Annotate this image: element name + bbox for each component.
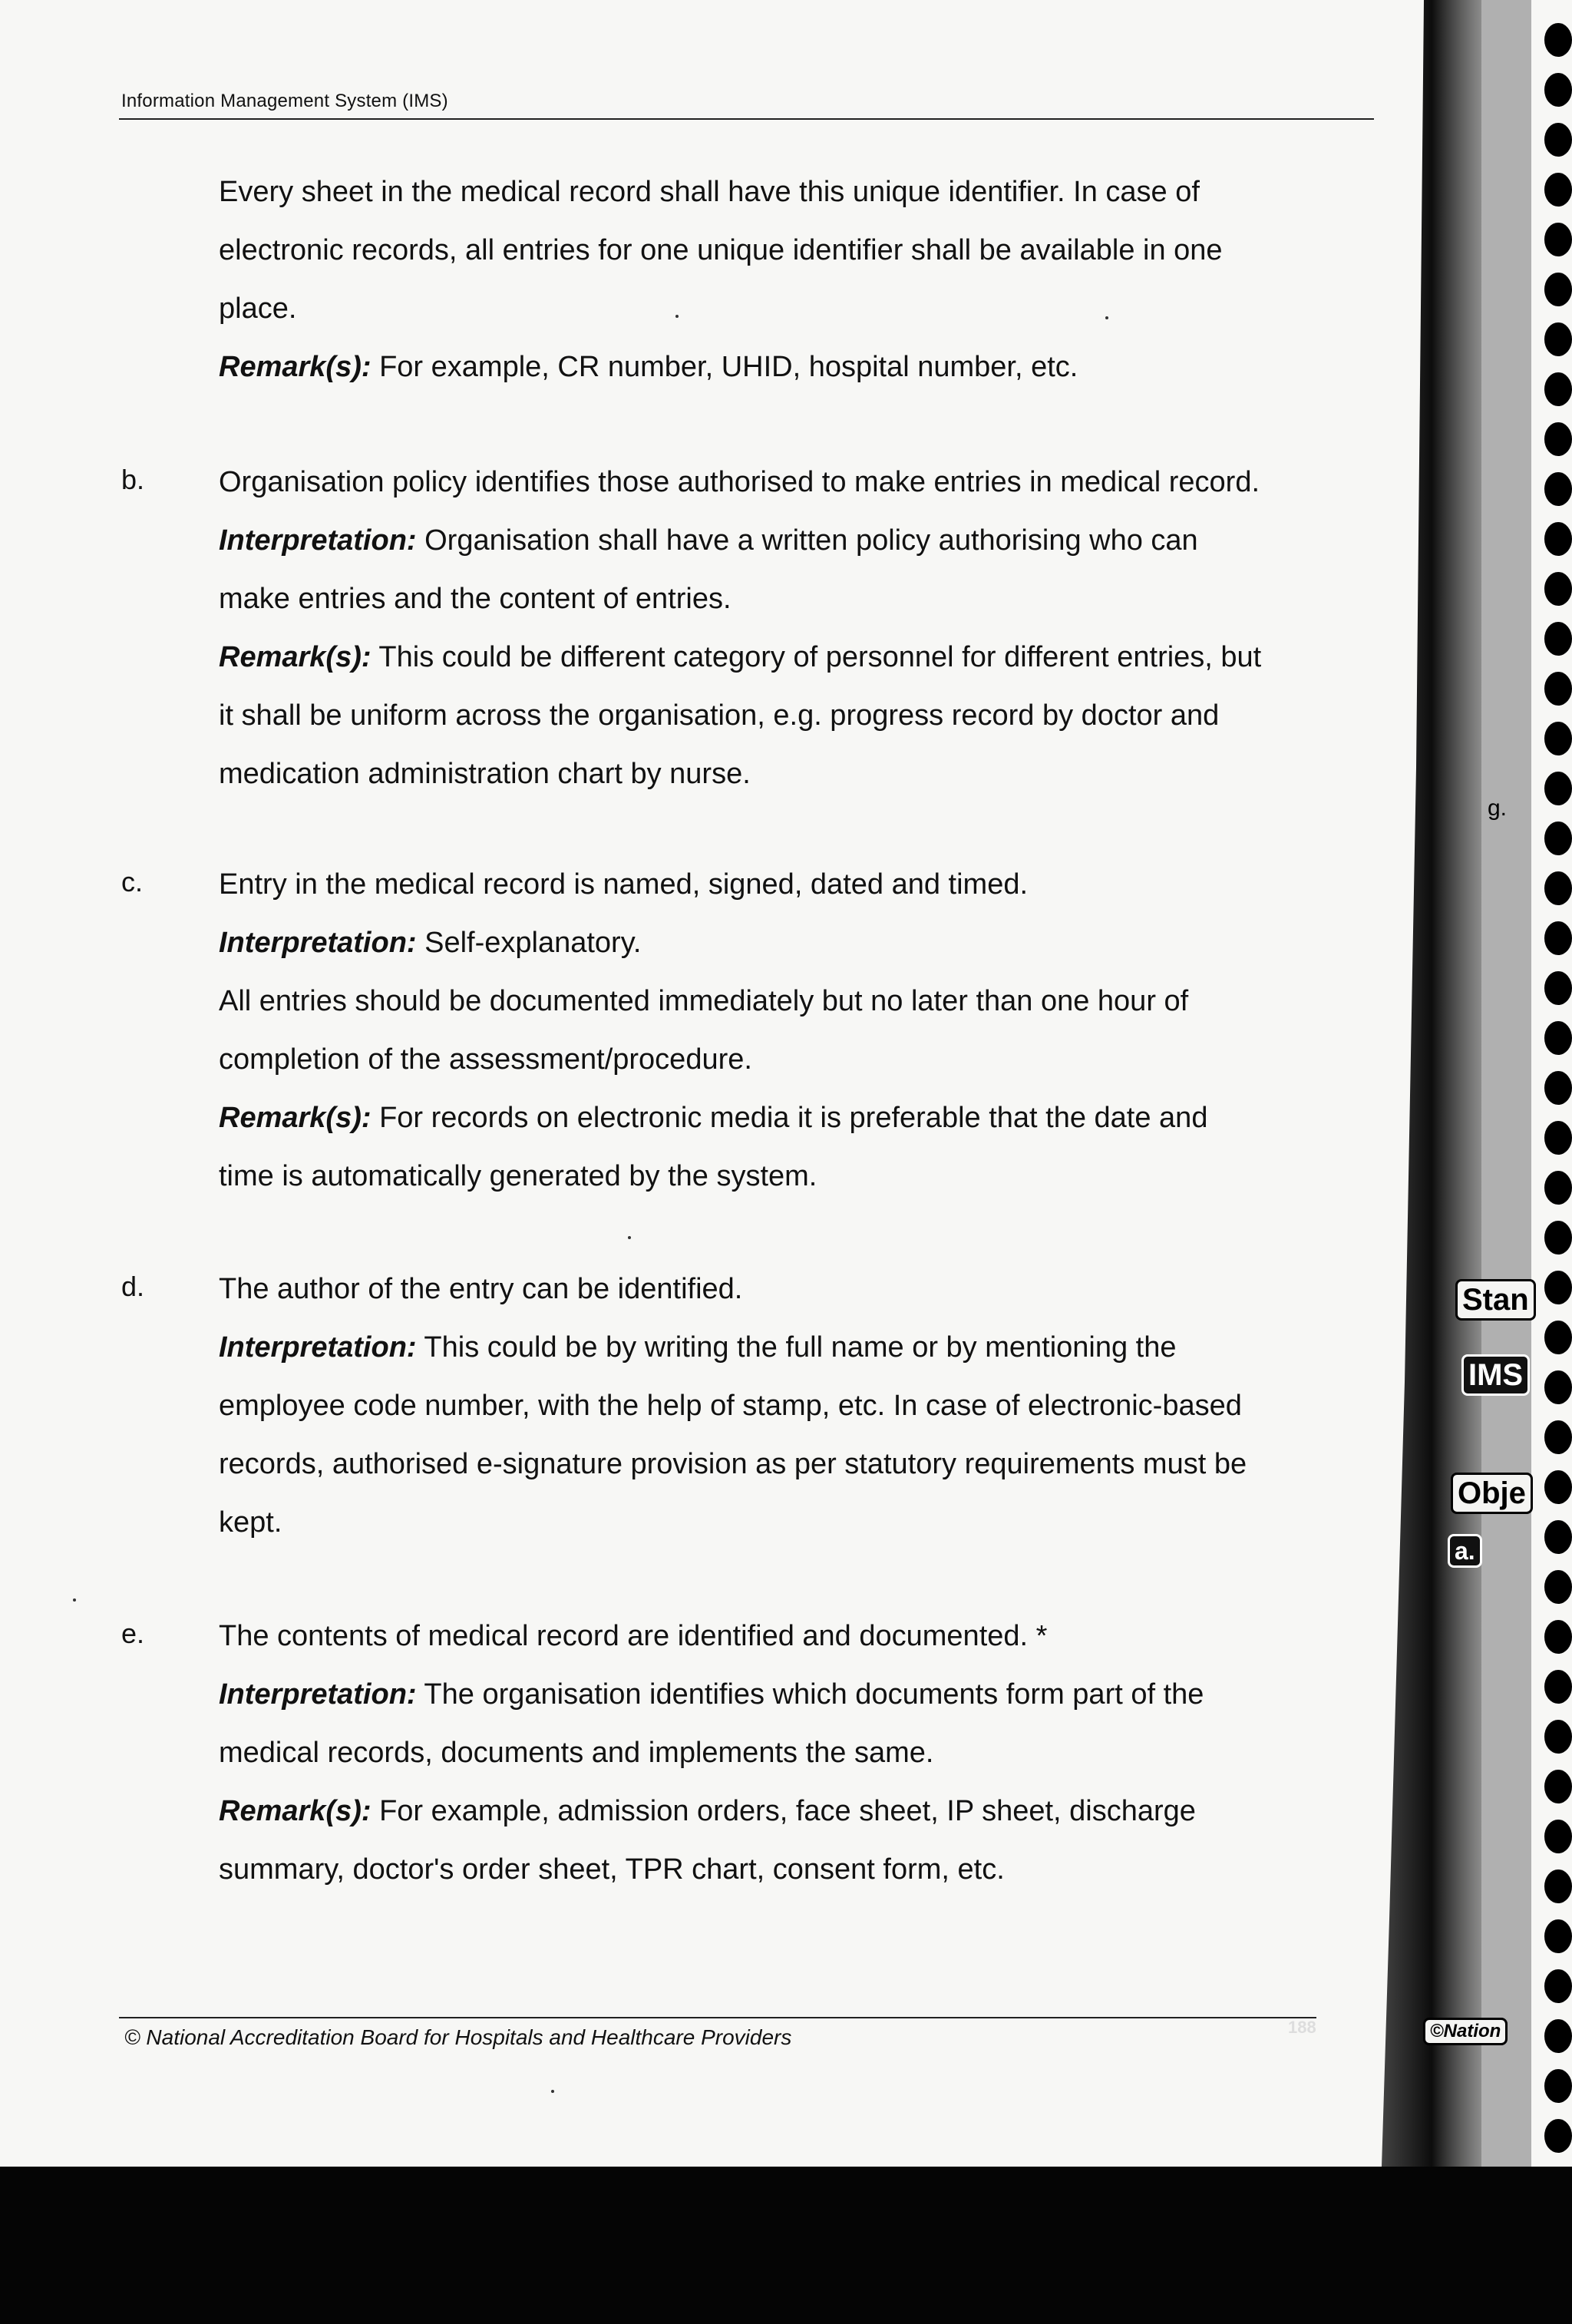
item-c (219, 855, 1362, 1205)
punch-hole (1544, 1720, 1572, 1754)
item-b (219, 453, 1362, 803)
page-header-title: Information Management System (IMS) (121, 91, 448, 111)
footer-copyright: © National Accreditation Board for Hospitals and Healthcare Providers (124, 2025, 792, 2049)
scan-speck (73, 1598, 76, 1602)
note-text: All entries should be documented immediately but no later than one hour of (219, 985, 1189, 1017)
punch-hole (1544, 1221, 1572, 1255)
remark-text: summary, doctor's order sheet, TPR chart, consent form, etc. (219, 1853, 1005, 1886)
punch-hole (1544, 422, 1572, 456)
remark-text: For example, admission orders, face sheet, IP sheet, discharge (371, 1795, 1196, 1827)
item-e (219, 1607, 1362, 1899)
punch-hole (1544, 1520, 1572, 1554)
interpretation-text: make entries and the content of entries. (219, 583, 732, 615)
punch-hole (1544, 173, 1572, 207)
interpretation-label: Interpretation: (219, 1678, 417, 1711)
punch-hole (1544, 1171, 1572, 1205)
scan-speck (675, 315, 679, 318)
intro-line: place. (219, 293, 297, 325)
remark-label: Remark(s): (219, 351, 372, 383)
item-marker-b: b. (121, 464, 145, 495)
scan-bottom-band (0, 2167, 1572, 2324)
interpretation-label: Interpretation: (219, 1331, 417, 1364)
remark-label: Remark(s): (219, 641, 372, 673)
punch-hole (1544, 1370, 1572, 1404)
side-fragment-g: g. (1488, 795, 1508, 821)
punch-hole (1544, 971, 1572, 1005)
remark-text: time is automatically generated by the system. (219, 1160, 817, 1192)
scan-speck (628, 1236, 631, 1239)
punch-hole (1544, 672, 1572, 706)
punch-hole (1544, 722, 1572, 755)
item-marker-e: e. (121, 1618, 145, 1649)
remark-text: medication administration chart by nurse. (219, 758, 751, 790)
remark-label: Remark(s): (219, 1102, 372, 1134)
remark-label: Remark(s): (219, 1795, 372, 1827)
punch-hole (1544, 1919, 1572, 1953)
punch-hole (1544, 2069, 1572, 2103)
remark-text: it shall be uniform across the organisation, e.g. progress record by doctor and (219, 699, 1220, 732)
punch-hole (1544, 1271, 1572, 1304)
punch-hole (1544, 273, 1572, 306)
item-d (219, 1260, 1362, 1552)
interpretation-text: employee code number, with the help of stamp, etc. In case of electronic-based (219, 1390, 1242, 1422)
item-marker-d: d. (121, 1271, 145, 1302)
punch-hole (1544, 1321, 1572, 1354)
item-title: The contents of medical record are identified and documented. * (219, 1620, 1048, 1652)
punch-hole (1544, 871, 1572, 905)
scan-speck (551, 2090, 554, 2093)
punch-hole (1544, 1620, 1572, 1654)
punch-hole (1544, 2119, 1572, 2153)
item-title: Organisation policy identifies those authorised to make entries in medical record. (219, 466, 1260, 498)
punch-hole (1544, 622, 1572, 656)
remark-text: For records on electronic media it is preferable that the date and (371, 1102, 1208, 1134)
punch-hole (1544, 921, 1572, 955)
intro-line: Every sheet in the medical record shall have this unique identifier. In case of (219, 176, 1200, 208)
header-rule (119, 118, 1374, 120)
page-number: 188 (1288, 2018, 1316, 2037)
punch-hole (1544, 1420, 1572, 1454)
punch-hole (1544, 2019, 1572, 2053)
interpretation-label: Interpretation: (219, 927, 417, 959)
punch-hole (1544, 322, 1572, 356)
footer-rule (119, 2017, 1316, 2018)
punch-hole (1544, 73, 1572, 107)
interpretation-text: Self-explanatory. (416, 927, 642, 959)
punch-hole (1544, 372, 1572, 406)
punch-hole (1544, 1670, 1572, 1704)
punch-hole (1544, 472, 1572, 506)
punch-hole (1544, 1021, 1572, 1055)
interpretation-text: Organisation shall have a written policy authorising who can (416, 524, 1198, 557)
interpretation-text: This could be by writing the full name or by mentioning the (416, 1331, 1177, 1364)
punch-hole (1544, 1470, 1572, 1504)
remark-text: This could be different category of personnel for different entries, but (371, 641, 1262, 673)
item-title: The author of the entry can be identified. (219, 1273, 743, 1305)
punch-hole (1544, 1869, 1572, 1903)
intro-line: electronic records, all entries for one unique identifier shall be available in one (219, 234, 1223, 266)
intro-paragraph (219, 163, 1362, 396)
punch-hole (1544, 572, 1572, 606)
punch-hole (1544, 123, 1572, 157)
interpretation-text: medical records, documents and implements the same. (219, 1737, 934, 1769)
punch-hole (1544, 23, 1572, 57)
punch-hole (1544, 1570, 1572, 1604)
side-fragment-obje: Obje (1451, 1473, 1533, 1514)
side-fragment-a: a. (1448, 1534, 1482, 1568)
side-fragment-stan: Stan (1455, 1279, 1536, 1321)
punch-hole (1544, 772, 1572, 805)
interpretation-text: The organisation identifies which documents form part of the (416, 1678, 1204, 1711)
punch-hole (1544, 1969, 1572, 2003)
interpretation-text: kept. (219, 1506, 282, 1539)
note-text: completion of the assessment/procedure. (219, 1043, 752, 1076)
punch-hole (1544, 821, 1572, 855)
punch-hole (1544, 522, 1572, 556)
intro-remark (219, 338, 1362, 396)
remark-text: For example, CR number, UHID, hospital number, etc. (371, 351, 1078, 383)
interpretation-label: Interpretation: (219, 524, 417, 557)
side-fragment-nation: ©Nation (1423, 2018, 1508, 2045)
side-fragment-ims: IMS (1461, 1354, 1530, 1396)
punch-hole (1544, 1121, 1572, 1155)
punch-hole (1544, 1071, 1572, 1105)
interpretation-text: records, authorised e-signature provision as per statutory requirements must be (219, 1448, 1247, 1480)
punch-hole (1544, 1820, 1572, 1853)
item-title: Entry in the medical record is named, signed, dated and timed. (219, 868, 1029, 901)
item-marker-c: c. (121, 866, 144, 898)
scan-speck (1105, 316, 1108, 319)
punch-hole (1544, 223, 1572, 256)
punch-hole (1544, 1770, 1572, 1803)
